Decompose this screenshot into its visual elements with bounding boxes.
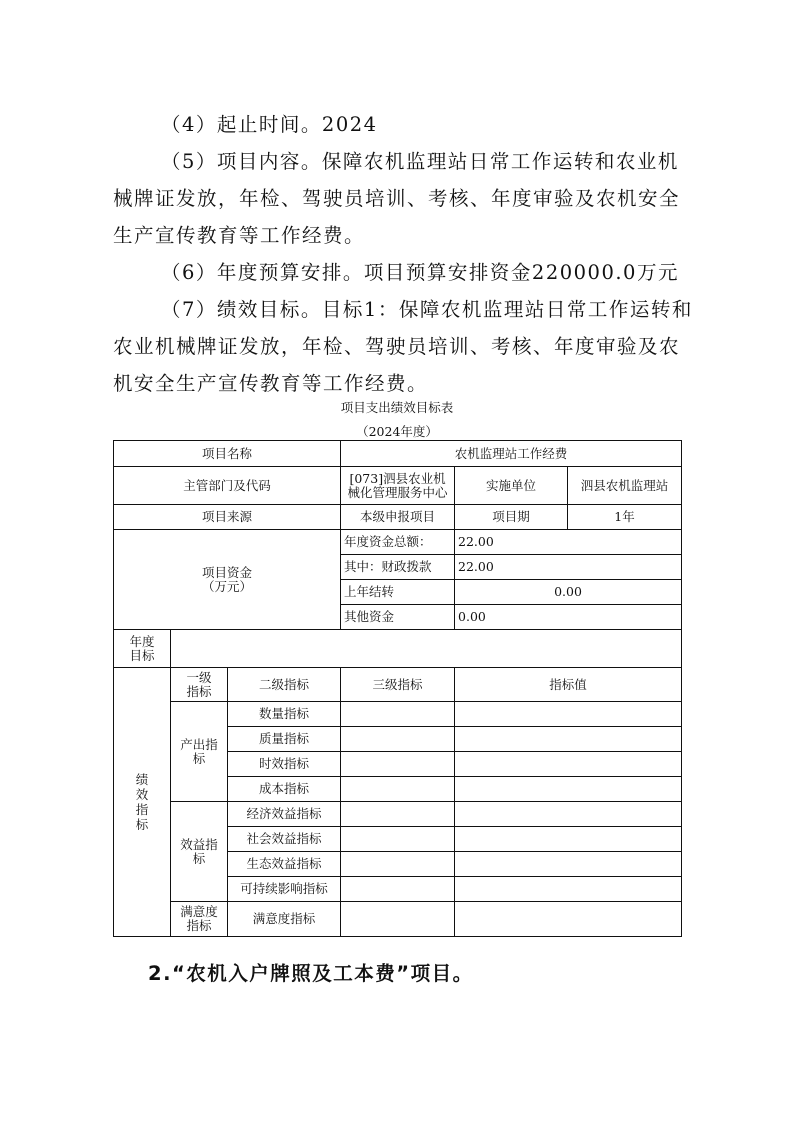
paragraph-content: （5）项目内容。保障农机监理站日常工作运转和农业机械牌证发放，年检、驾驶员培训、考核、年度审验及农机安全生产宣传教育等工作经费。	[113, 150, 681, 247]
dept-value: [073]泗县农业机械化管理服务中心	[341, 467, 455, 505]
value-cell	[455, 777, 682, 802]
paragraph-budget: （6）年度预算安排。项目预算安排资金220000.0万元	[161, 261, 679, 284]
output-item: 时效指标	[228, 752, 341, 777]
level3-cell	[341, 902, 455, 937]
level3-cell	[341, 727, 455, 752]
col-level3-header: 三级指标	[341, 668, 455, 702]
level3-cell	[341, 802, 455, 827]
satisfaction-item: 满意度指标	[228, 902, 341, 937]
col-level1-header: 一级 指标	[171, 668, 228, 702]
value-cell	[455, 877, 682, 902]
period-value: 1年	[568, 505, 682, 530]
level3-cell	[341, 827, 455, 852]
dept-label: 主管部门及代码	[114, 467, 341, 505]
value-cell	[455, 752, 682, 777]
funds-label: 项目资金 （万元）	[114, 530, 341, 630]
value-cell	[455, 802, 682, 827]
table-row	[114, 441, 682, 467]
level3-cell	[341, 752, 455, 777]
project-name: 农机监理站工作经费	[341, 441, 682, 467]
fiscal-label: 其中：财政拨款	[341, 555, 455, 580]
annual-total-label: 年度资金总额：	[341, 530, 455, 555]
output-item: 成本指标	[228, 777, 341, 802]
benefit-item: 可持续影响指标	[228, 877, 341, 902]
table-row	[114, 802, 682, 827]
table-year: （2024年度）	[356, 424, 438, 439]
value-cell	[455, 902, 682, 937]
output-item: 质量指标	[228, 727, 341, 752]
impl-value: 泗县农机监理站	[568, 467, 682, 505]
value-cell	[455, 727, 682, 752]
annual-goal-label: 年度 目标	[114, 630, 171, 668]
table-row	[114, 902, 682, 937]
benefit-item: 生态效益指标	[228, 852, 341, 877]
output-indicator-label: 产出指 标	[171, 702, 228, 802]
value-cell	[455, 702, 682, 727]
table-row	[114, 668, 682, 702]
value-cell	[455, 827, 682, 852]
paragraph-goal: （7）绩效目标。目标1：保障农机监理站日常工作运转和农业机械牌证发放，年检、驾驶员培训、考核、年度审验及农机安全生产宣传教育等工作经费。	[113, 298, 693, 395]
perf-indicator-label: 绩效指标	[114, 668, 171, 937]
impl-label: 实施单位	[455, 467, 568, 505]
output-item: 数量指标	[228, 702, 341, 727]
benefit-item: 经济效益指标	[228, 802, 341, 827]
paragraph-period: （4）起止时间。2024	[161, 113, 378, 136]
table-title: 项目支出绩效目标表	[340, 400, 454, 415]
level3-cell	[341, 852, 455, 877]
col-value-header: 指标值	[455, 668, 682, 702]
carryover-label: 上年结转	[341, 580, 455, 605]
other-funds-value: 0.00	[455, 605, 682, 630]
other-funds-label: 其他资金	[341, 605, 455, 630]
level3-cell	[341, 877, 455, 902]
source-label: 项目来源	[114, 505, 341, 530]
benefit-item: 社会效益指标	[228, 827, 341, 852]
level3-cell	[341, 777, 455, 802]
value-cell	[455, 852, 682, 877]
table-row	[114, 467, 682, 505]
satisfaction-indicator-label: 满意度 指标	[171, 902, 228, 937]
benefit-indicator-label: 效益指 标	[171, 802, 228, 902]
period-label: 项目期	[455, 505, 568, 530]
section-heading: 2.“农机入户牌照及工本费”项目。	[148, 962, 474, 985]
source-value: 本级申报项目	[341, 505, 455, 530]
table-row	[114, 530, 682, 555]
table-row	[114, 702, 682, 727]
level3-cell	[341, 702, 455, 727]
table-row	[114, 630, 682, 668]
project-name-label: 项目名称	[114, 441, 341, 467]
fiscal-value: 22.00	[455, 555, 682, 580]
col-level2-header: 二级指标	[228, 668, 341, 702]
table-row	[114, 505, 682, 530]
annual-goal-value	[171, 630, 682, 668]
carryover-value: 0.00	[455, 580, 682, 605]
annual-total-value: 22.00	[455, 530, 682, 555]
performance-table	[113, 440, 682, 937]
